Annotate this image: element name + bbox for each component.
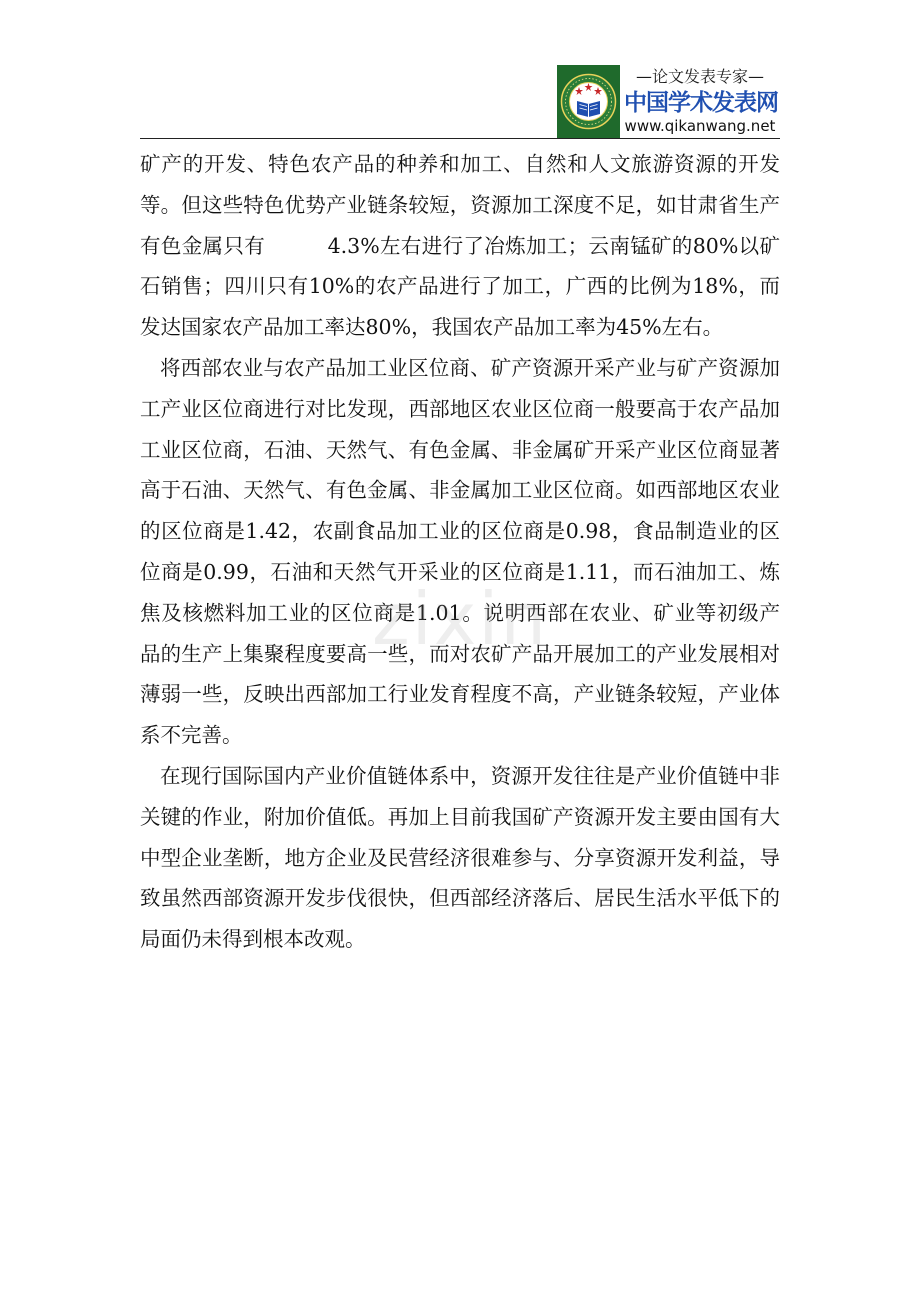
article-body [140, 144, 780, 960]
logo-url: www.qikanwang.net [624, 117, 776, 135]
paragraph-2: 将西部农业与农产品加工业区位商、矿产资源开采产业与矿产资源加工产业区位商进行对比发现，西部地区农业区位商一般要高于农产品加工业区位商，石油、天然气、有色金属、非金属矿开采产业区位商显著高于石油、天然气、有色金属、非金属加工业区位商。如西部地区农业的区位商是1.42，农副食品加工业的区位商是0.98，食品制造业的区位商是0.99，石油和天然气开采业的区位商是1.11，而石油加工、炼焦及核燃料加工业的区位商是1.01。说明西部在农业、矿业等初级产品的生产上集聚程度要高一些，而对农矿产品开展加工的产业发展相对薄弱一些，反映出西部加工行业发育程度不高，产业链条较短，产业体系不完善。 [140, 355, 780, 748]
logo-slogan: —论文发表专家— [635, 67, 764, 86]
logo-brand-name: 中国学术发表网 [624, 90, 778, 116]
page-header [0, 0, 920, 140]
watermark: zixin [371, 577, 549, 661]
site-logo[interactable] [557, 65, 780, 138]
paragraph-3: 在现行国际国内产业价值链体系中，资源开发往往是产业价值链中非关键的作业，附加价值低。再加上目前我国矿产资源开发主要由国有大中型企业垄断，地方企业及民营经济很难参与、分享资源开发利益，导致虽然西部资源开发步伐很快，但西部经济落后、居民生活水平低下的局面仍未得到根本改观。 [140, 763, 780, 952]
logo-wordmark [620, 65, 780, 138]
header-divider [140, 138, 780, 139]
seal-emblem-icon [557, 65, 620, 138]
paragraph-1: 矿产的开发、特色农产品的种养和加工、自然和人文旅游资源的开发等。但这些特色优势产业链条较短，资源加工深度不足，如甘肃省生产有色金属只有 4.3%左右进行了冶炼加工；云南锰矿的80%以矿石销售；四川只有10%的农产品进行了加工，广西的比例为18%，而发达国家农产品加工率达80%，我国农产品加工率为45%左右。 [140, 152, 780, 340]
